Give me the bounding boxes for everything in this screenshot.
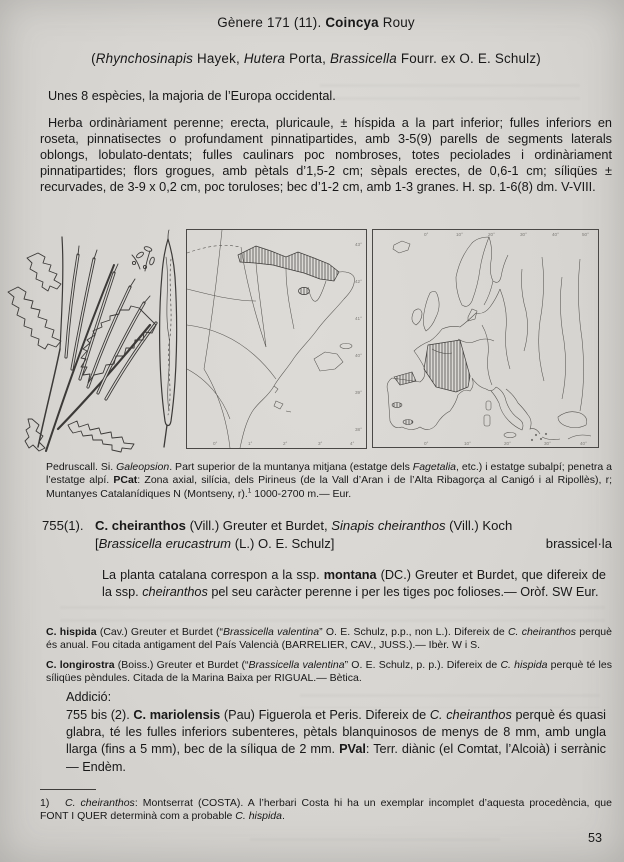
tick-label: 0° <box>213 441 218 446</box>
habitat-paragraph: Pedruscall. Si. Galeopsion. Part superior de la muntanya mitjana (estatge dels Fagetalia, etc.) i estatge subalpí; penetra a l’estatge alpí. PCat: Zona axial, silícia, dels Pirineus (de la Vall d’Aran i de l’Alta Ribagorça al Canigó i al Ripollès), r; Muntanyes Catalanídiques N (Montseny, r).$^1$ 1000-2700 m.— Eur. <box>46 461 612 500</box>
tick-label: 10° <box>464 441 471 446</box>
page-number: 53 <box>588 831 603 845</box>
tick-label: 43° <box>355 242 362 247</box>
species-synonym-line: [Brassicella erucastrum (L.) O. E. Schulz] <box>95 536 335 551</box>
tick-label: 20° <box>504 441 511 446</box>
hatched-area-montseny <box>299 287 310 294</box>
regional-distribution-map <box>186 229 367 449</box>
tick-label: 40° <box>552 232 559 237</box>
species-number: 755(1). <box>42 518 84 533</box>
tick-label: 40° <box>580 441 587 446</box>
note-longirostra: C. longirostra (Boiss.) Greuter et Burdet (“Brassicella valentina” O. E. Schulz, p. p.). Difereix de C. hispida perquè té les síliqües pèndules. Citada de la Marina Baixa per RIGUAL.— Bètica. <box>46 659 612 685</box>
tick-label: 4° <box>350 441 355 446</box>
tick-label: 42° <box>355 279 362 284</box>
tick-label: 50° <box>582 232 589 237</box>
addition-label: Addició: <box>66 690 112 704</box>
tick-label: 38° <box>355 427 362 432</box>
tick-label: 40° <box>355 353 362 358</box>
tick-label: 0° <box>424 441 429 446</box>
tick-label: 20° <box>488 232 495 237</box>
tick-label: 30° <box>544 441 551 446</box>
hatched-area-s-spain <box>403 420 413 425</box>
tick-label: 30° <box>520 232 527 237</box>
species-entry <box>42 517 612 553</box>
silique-detail <box>160 230 177 447</box>
addition-paragraph: 755 bis (2). C. mariolensis (Pau) Figuerola et Peris. Difereix de C. cheiranthos perquè és quasi glabra, té les fulles inferiors subenteres, pètals blanquinosos de menys de 8 mm, amb ungla llarga (fins a 5 mm), bec de la síliqua de 2 mm. PVal: Terr. diànic (el Comtat, l’Alcoià) i serrànic — Endèm. <box>66 708 606 774</box>
subspecies-paragraph: La planta catalana correspon a la ssp. montana (DC.) Greuter et Burdet, que difereix de la ssp. cheiranthos pel seu caràcter perenne i per les tiges poc folioses.— Oròf. SW Eur. <box>102 568 606 600</box>
hatched-area-france <box>424 340 470 392</box>
tick-label: 1° <box>248 441 253 446</box>
flower-cluster <box>132 246 155 271</box>
tick-label: 39° <box>355 390 362 395</box>
tick-label: 41° <box>355 316 362 321</box>
hatched-area-pyrenees <box>238 246 339 281</box>
tick-label: 0° <box>424 232 429 237</box>
tick-label: 2° <box>283 441 288 446</box>
description-paragraph: Herba ordinàriament perenne; erecta, pluricaule, ± híspida a la part inferior; fulles inferiors en roseta, pinnatisectes o profundament pinnatipartides, amb 3-5(9) parells de segments laterals oblongs, lobulato-dentats; fulles caulinars poc nombroses, totes peciolades i ordinàriament pinnatipartides; flors grogues, amb pètals d’1,5-2 cm; sèpals erectes, de 0,6-1 cm; síliqües ± recurvades, de 3-9 x 0,2 cm, poc toruloses; bec d’1-2 cm, amb 1-3 granes. H. sp. 1-6(8) dm. V-VIII. <box>40 116 612 194</box>
hatched-area-nw-iberia <box>394 372 416 385</box>
footnote-rule <box>40 789 96 790</box>
intro-paragraph: Unes 8 espècies, la majoria de l’Europa occidental. <box>48 89 336 103</box>
scan-artifact <box>250 838 500 850</box>
species-name-line: C. cheiranthos (Vill.) Greuter et Burdet, Sinapis cheiranthos (Vill.) Koch <box>95 518 513 533</box>
footnote-text: C. cheiranthos: Montserrat (COSTA). A l’herbari Costa hi ha un exemplar incomplet d’aquesta procedència, que FONT I QUER determinà com a probable C. hispida. <box>40 797 612 823</box>
plant-line-drawing <box>2 229 182 453</box>
note-hispida: C. hispida (Cav.) Greuter et Burdet (“Brassicella valentina” O. E. Schulz, p.p., non L.). Difereix de C. cheiranthos perquè és anual. Fou citada antigament del País Valencià (BARRELIER, CAV., JUSS.).— Ibèr. W i S. <box>46 626 612 652</box>
footnote-marker: 1) <box>40 797 50 809</box>
tick-label: 10° <box>456 232 463 237</box>
synonyms-line: (Rhynchosinapis Hayek, Hutera Porta, Brassicella Fourr. ex O. E. Schulz) <box>91 51 541 66</box>
tick-label: 3° <box>318 441 323 446</box>
europe-distribution-map <box>372 229 599 448</box>
hatched-area-portugal <box>392 403 402 408</box>
footnote <box>40 797 612 824</box>
species-common-name: brassicel·la <box>545 536 612 551</box>
genus-header: Gènere 171 (11). Coincya Rouy <box>217 15 415 30</box>
